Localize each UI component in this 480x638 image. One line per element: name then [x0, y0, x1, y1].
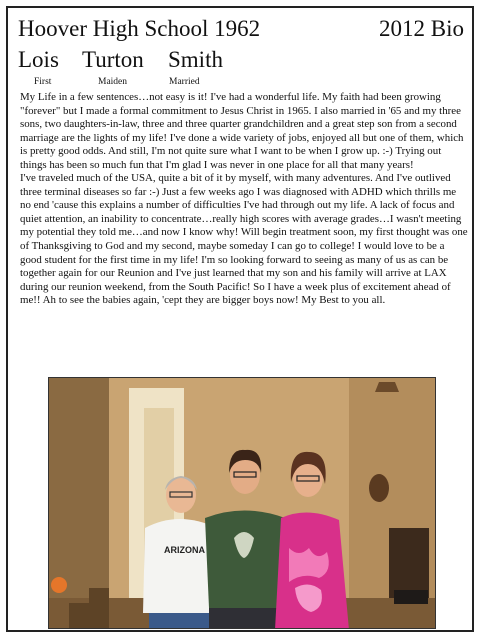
maiden-name-caption: Maiden	[98, 77, 128, 87]
family-photo-illustration	[49, 378, 436, 629]
shirt-text: ARIZONA	[164, 545, 205, 555]
wall-plaque	[369, 474, 389, 502]
page-header	[18, 15, 466, 45]
bio-body	[20, 91, 468, 308]
maiden-name: Turton	[82, 47, 144, 72]
first-name: Lois	[18, 47, 59, 72]
bio-paragraph: I've traveled much of the USA, quite a bit of it by myself, with many adventures. And I've outlived three terminal diseases so far :-) Just a few weeks ago I was diagnosed with ADHD which thrills me no end 'cause this explains a number of difficulties I've had through out my life. A lack of focus and quiet attention, an inability to concentrate…really high scores with average grades…I wasn't meeting my potential they told me…and now I know why! Will begin treatment soon, my first thought was one of Thanksgiving to God and my second, maybe someday I can go to college! I would love to be a good student for the first time in my life! I'm so looking forward to seeing as many of us as can be together again for our Reunion and I've just learned that my son and his family will arrive at LAX during our reunion weekend, from the South Pacific! So I have a week plus of excitement ahead of me!! Ah to see the babies again, 'cept they are bigger boys now! My Best to you all.	[20, 172, 468, 307]
name-block	[18, 46, 418, 87]
married-name-caption: Married	[169, 77, 200, 87]
bio-year-label: 2012 Bio	[379, 16, 464, 41]
bio-paragraph: My Life in a few sentences…not easy is it! I've had a wonderful life. My faith had been growing "forever" but I made a formal commitment to Jesus Christ in 1965. I also married in '65 and my three sons, two daughters-in-law, three and three quarter grandchildren and a great step son from a second marriage are the lights of my life! I've done a wide variety of jobs, enjoyed all but one of them, which is pretty good odds. And still, I'm not quite sure what I want to be when I grow up. :-) Trying out things has been so much fun that I'm glad I was never in one place for all that many years!	[20, 91, 464, 171]
first-name-caption: First	[34, 77, 52, 87]
school-title: Hoover High School 1962	[18, 16, 261, 41]
family-photo	[48, 377, 436, 629]
married-name: Smith	[168, 47, 223, 72]
furniture	[389, 528, 429, 598]
ceiling-lamp	[375, 382, 399, 392]
bio-page	[6, 6, 474, 632]
